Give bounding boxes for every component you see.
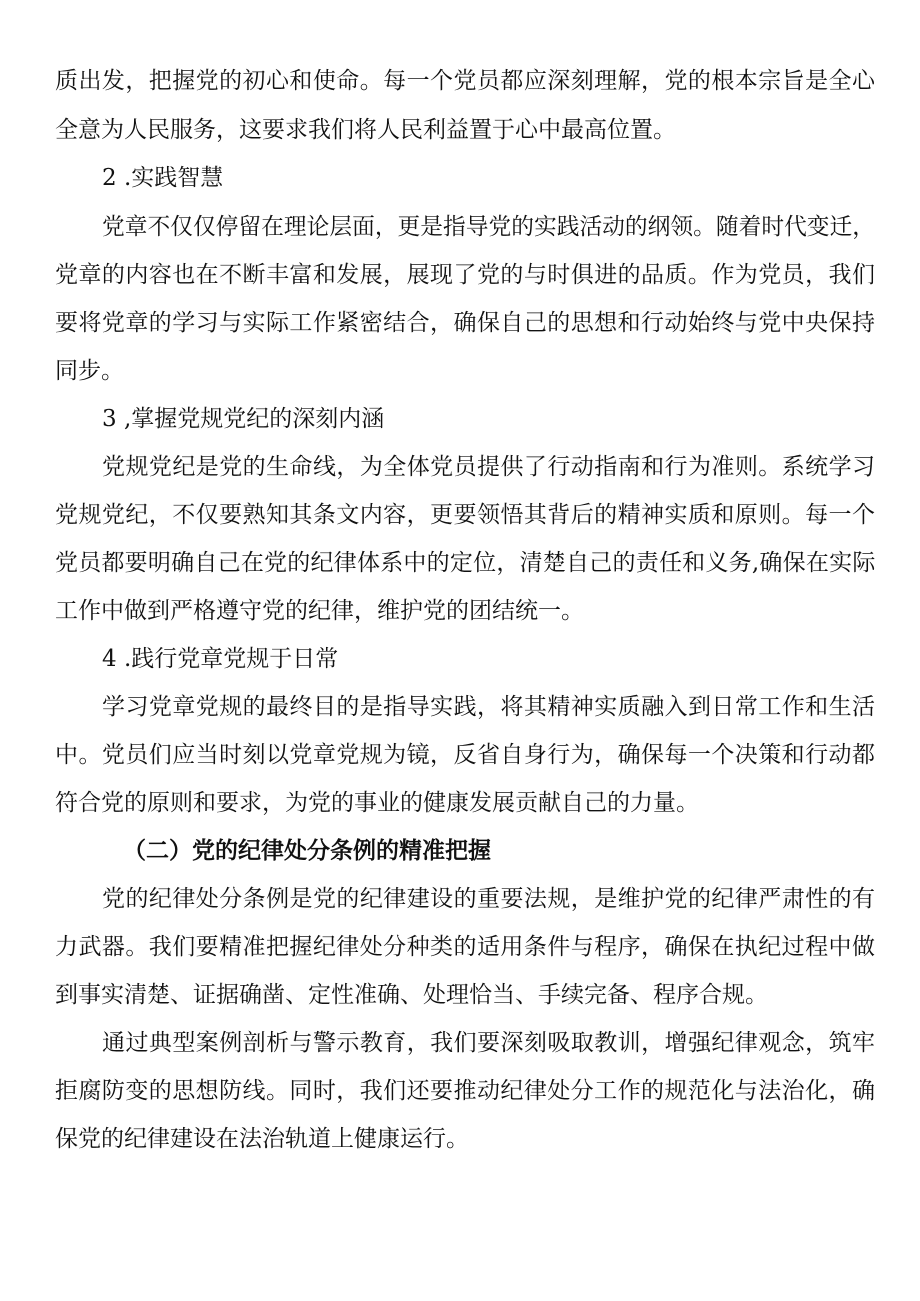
subheading-3: 3 ,掌握党规党纪的深刻内涵	[102, 406, 385, 432]
body-line: 党员都要明确自己在党的纪律体系中的定位，清楚自己的责任和义务,确保在实际	[55, 550, 876, 576]
body-line: 党章的内容也在不断丰富和发展，展现了党的与时俱进的品质。作为党员，我们	[55, 262, 876, 288]
body-line: 党章不仅仅停留在理论层面，更是指导党的实践活动的纲领。随着时代变迁，	[102, 214, 876, 240]
body-line: 党的纪律处分条例是党的纪律建设的重要法规，是维护党的纪律严肃性的有	[102, 886, 876, 912]
body-line: 工作中做到严格遵守党的纪律，维护党的团结统一。	[55, 598, 584, 624]
body-line: 要将党章的学习与实际工作紧密结合，确保自己的思想和行动始终与党中央保持	[55, 310, 876, 336]
body-line: 质出发，把握党的初心和使命。每一个党员都应深刻理解，党的根本宗旨是全心	[55, 68, 876, 94]
subheading-2: 2 .实践智慧	[102, 165, 224, 191]
section-heading: （二）党的纪律处分条例的精准把握	[123, 838, 491, 864]
body-line: 同步。	[55, 358, 124, 384]
body-line: 保党的纪律建设在法治轨道上健康运行。	[55, 1126, 469, 1152]
body-line: 全意为人民服务，这要求我们将人民利益置于心中最高位置。	[55, 117, 676, 143]
body-line: 通过典型案例剖析与警示教育，我们要深刻吸取教训，增强纪律观念，筑牢	[102, 1030, 876, 1056]
body-line: 到事实清楚、证据确凿、定性准确、处理恰当、手续完备、程序合规。	[55, 982, 768, 1008]
body-line: 党规党纪是党的生命线，为全体党员提供了行动指南和行为准则。系统学习	[102, 454, 876, 480]
body-line: 中。党员们应当时刻以党章党规为镜，反省自身行为，确保每一个决策和行动都	[55, 742, 876, 768]
body-line: 符合党的原则和要求，为党的事业的健康发展贡献自己的力量。	[55, 790, 699, 816]
body-line: 拒腐防变的思想防线。同时，我们还要推动纪律处分工作的规范化与法治化，确	[55, 1078, 876, 1104]
body-line: 学习党章党规的最终目的是指导实践，将其精神实质融入到日常工作和生活	[102, 694, 876, 720]
body-line: 力武器。我们要精准把握纪律处分种类的适用条件与程序，确保在执纪过程中做	[55, 934, 876, 960]
body-line: 党规党纪，不仅要熟知其条文内容，更要领悟其背后的精神实质和原则。每一个	[55, 502, 876, 528]
subheading-4: 4 .践行党章党规于日常	[102, 646, 339, 672]
